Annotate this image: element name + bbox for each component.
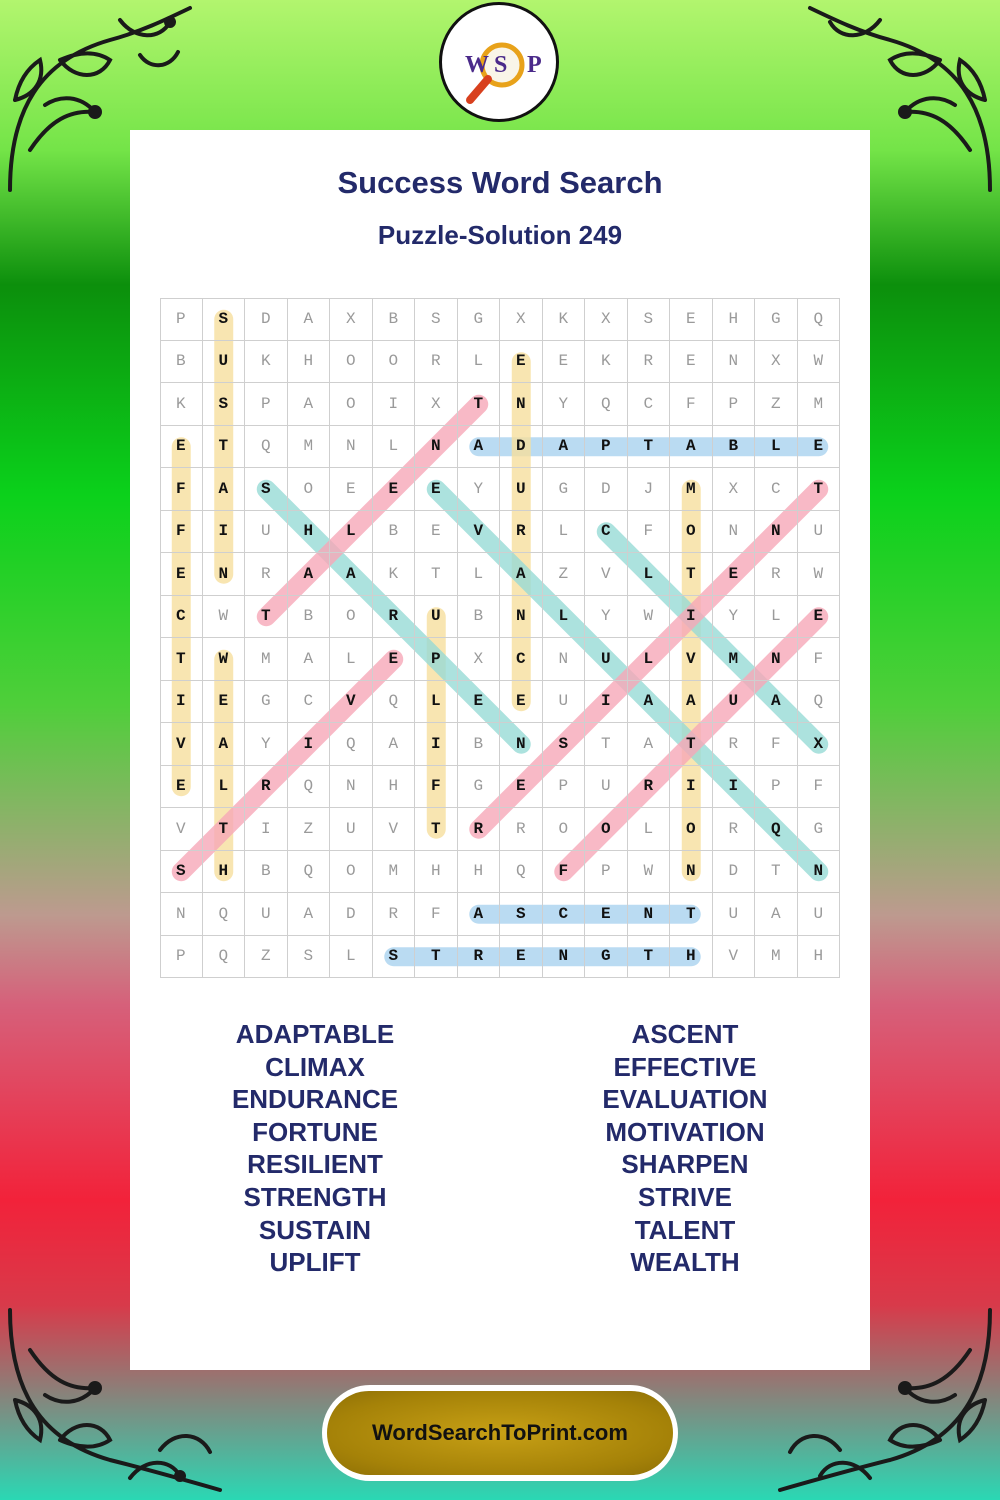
grid-cell[interactable]: T (585, 723, 628, 766)
grid-cell[interactable]: R (373, 893, 416, 936)
grid-cell[interactable]: O (288, 468, 331, 511)
grid-cell[interactable]: V (330, 681, 373, 724)
grid-cell[interactable]: E (500, 681, 543, 724)
grid-cell[interactable]: A (203, 468, 246, 511)
grid-cell[interactable]: A (755, 681, 798, 724)
grid-cell[interactable]: F (415, 893, 458, 936)
grid-cell[interactable]: V (713, 936, 756, 979)
footer-url[interactable]: WordSearchToPrint.com (327, 1391, 673, 1475)
grid-cell[interactable]: K (245, 341, 288, 384)
grid-cell[interactable]: W (798, 553, 841, 596)
grid-cell[interactable]: N (670, 851, 713, 894)
grid-cell[interactable]: K (585, 341, 628, 384)
grid-cell[interactable]: R (500, 511, 543, 554)
grid-cell[interactable]: U (798, 511, 841, 554)
grid-cell[interactable]: A (458, 893, 501, 936)
word-list-item: FORTUNE (252, 1116, 378, 1147)
grid-cell[interactable]: U (415, 596, 458, 639)
grid-cell[interactable]: A (670, 681, 713, 724)
grid-cell[interactable]: U (713, 681, 756, 724)
grid-cell[interactable]: T (798, 468, 841, 511)
grid-cell[interactable]: U (203, 341, 246, 384)
grid-cell[interactable]: E (500, 936, 543, 979)
grid-cell[interactable]: P (585, 426, 628, 469)
grid-cell[interactable]: X (798, 723, 841, 766)
word-list-item: SHARPEN (621, 1149, 749, 1180)
grid-cell[interactable]: E (415, 468, 458, 511)
grid-cell[interactable]: G (798, 808, 841, 851)
grid-cell[interactable]: A (288, 553, 331, 596)
grid-cell[interactable]: B (245, 851, 288, 894)
word-list-right (500, 1018, 870, 1279)
grid-cell[interactable]: A (500, 553, 543, 596)
grid-cell[interactable]: Y (543, 383, 586, 426)
grid-cell[interactable]: S (415, 298, 458, 341)
grid-cell[interactable]: N (543, 936, 586, 979)
grid-cell[interactable]: O (585, 808, 628, 851)
grid-cell[interactable]: A (628, 681, 671, 724)
grid-cell[interactable]: O (373, 341, 416, 384)
grid-cell[interactable]: E (798, 426, 841, 469)
grid-cell[interactable]: Q (798, 298, 841, 341)
grid-cell[interactable]: Q (245, 426, 288, 469)
grid-cell[interactable]: Q (288, 766, 331, 809)
grid-cell[interactable]: U (245, 511, 288, 554)
grid-cell[interactable]: U (330, 808, 373, 851)
grid-cell[interactable]: T (670, 553, 713, 596)
grid-cell[interactable]: X (458, 638, 501, 681)
grid-cell[interactable]: O (670, 511, 713, 554)
grid-cell[interactable]: M (373, 851, 416, 894)
grid-cell[interactable]: G (543, 468, 586, 511)
grid-cell[interactable]: M (798, 383, 841, 426)
grid-cell[interactable]: U (543, 681, 586, 724)
grid-cell[interactable]: B (288, 596, 331, 639)
grid-cell[interactable]: Y (585, 596, 628, 639)
logo-letter-p: P (527, 52, 542, 78)
grid-cell[interactable]: E (160, 426, 203, 469)
grid-cell[interactable]: E (415, 511, 458, 554)
grid-cell[interactable]: H (670, 936, 713, 979)
grid-cell[interactable]: R (628, 341, 671, 384)
grid-cell[interactable]: R (713, 808, 756, 851)
grid-cells (160, 298, 840, 978)
grid-cell[interactable]: R (245, 766, 288, 809)
grid-cell[interactable]: N (543, 638, 586, 681)
grid-cell[interactable]: M (288, 426, 331, 469)
grid-cell[interactable]: F (160, 511, 203, 554)
page-subtitle: Puzzle-Solution 249 (377, 220, 623, 250)
grid-cell[interactable]: I (415, 723, 458, 766)
word-list-item: STRIVE (638, 1181, 732, 1212)
grid-cell[interactable]: T (670, 893, 713, 936)
grid-cell[interactable]: E (798, 596, 841, 639)
grid-cell[interactable]: I (373, 383, 416, 426)
grid-cell[interactable]: W (203, 638, 246, 681)
grid-cell[interactable]: C (288, 681, 331, 724)
grid-cell[interactable]: U (585, 638, 628, 681)
word-list-item: ENDURANCE (231, 1084, 399, 1115)
grid-cell[interactable]: M (670, 468, 713, 511)
grid-cell[interactable]: D (245, 298, 288, 341)
grid-cell[interactable]: M (713, 638, 756, 681)
grid-cell[interactable]: C (755, 468, 798, 511)
grid-cell[interactable]: S (543, 723, 586, 766)
word-list-item: EVALUATION (602, 1084, 768, 1115)
grid-cell[interactable]: P (585, 851, 628, 894)
grid-cell[interactable]: Y (458, 468, 501, 511)
grid-cell[interactable]: E (670, 298, 713, 341)
grid-cell[interactable]: X (330, 298, 373, 341)
grid-cell[interactable]: Y (713, 596, 756, 639)
grid-cell[interactable]: P (755, 766, 798, 809)
grid-cell[interactable]: O (330, 383, 373, 426)
grid-cell[interactable]: P (415, 638, 458, 681)
grid-cell[interactable]: H (798, 936, 841, 979)
word-search-grid (160, 298, 840, 978)
grid-cell[interactable]: H (415, 851, 458, 894)
grid-cell[interactable]: Z (543, 553, 586, 596)
grid-cell[interactable]: E (203, 681, 246, 724)
grid-cell[interactable]: T (160, 638, 203, 681)
grid-cell[interactable]: O (670, 808, 713, 851)
grid-cell[interactable]: Q (500, 851, 543, 894)
grid-cell[interactable]: V (458, 511, 501, 554)
grid-cell[interactable]: S (628, 298, 671, 341)
grid-cell[interactable]: X (755, 341, 798, 384)
grid-cell[interactable]: L (330, 511, 373, 554)
grid-cell[interactable]: S (203, 383, 246, 426)
grid-cell[interactable]: A (543, 426, 586, 469)
grid-cell[interactable]: V (373, 808, 416, 851)
wsp-logo (439, 2, 559, 122)
grid-cell[interactable]: V (670, 638, 713, 681)
grid-cell[interactable]: T (670, 723, 713, 766)
grid-cell[interactable]: C (628, 383, 671, 426)
grid-cell[interactable]: Z (755, 383, 798, 426)
grid-cell[interactable]: A (755, 893, 798, 936)
grid-cell[interactable]: L (543, 511, 586, 554)
grid-cell[interactable]: P (245, 383, 288, 426)
grid-cell[interactable]: L (330, 638, 373, 681)
grid-cell[interactable]: L (415, 681, 458, 724)
grid-cell[interactable]: X (500, 298, 543, 341)
grid-cell[interactable]: D (330, 893, 373, 936)
grid-cell[interactable]: T (415, 808, 458, 851)
grid-cell[interactable]: E (160, 766, 203, 809)
magnifier-icon (442, 5, 556, 119)
grid-cell[interactable]: I (713, 766, 756, 809)
word-list-item: SUSTAIN (258, 1214, 372, 1245)
grid-cell[interactable]: U (585, 766, 628, 809)
grid-cell[interactable]: P (160, 298, 203, 341)
footer-badge (322, 1385, 678, 1481)
grid-cell[interactable]: H (203, 851, 246, 894)
grid-cell[interactable]: T (203, 808, 246, 851)
word-list-item: STRENGTH (243, 1181, 387, 1212)
grid-cell[interactable]: N (500, 723, 543, 766)
grid-cell[interactable]: I (585, 681, 628, 724)
grid-cell[interactable]: A (203, 723, 246, 766)
grid-cell[interactable]: N (330, 426, 373, 469)
grid-cell[interactable]: Q (798, 681, 841, 724)
grid-cell[interactable]: B (458, 723, 501, 766)
grid-cell[interactable]: E (670, 341, 713, 384)
grid-cell[interactable]: E (373, 468, 416, 511)
grid-cell[interactable]: H (713, 298, 756, 341)
grid-cell[interactable]: L (543, 596, 586, 639)
grid-cell[interactable]: R (500, 808, 543, 851)
grid-cell[interactable]: S (160, 851, 203, 894)
grid-cell[interactable]: E (543, 341, 586, 384)
grid-cell[interactable]: S (203, 298, 246, 341)
word-list-item: RESILIENT (247, 1149, 383, 1180)
grid-cell[interactable]: N (713, 341, 756, 384)
grid-cell[interactable]: O (330, 596, 373, 639)
grid-cell[interactable]: M (755, 936, 798, 979)
grid-cell[interactable]: N (755, 638, 798, 681)
word-list-item: MOTIVATION (605, 1116, 765, 1147)
grid-cell[interactable]: N (628, 893, 671, 936)
grid-cell[interactable]: F (628, 511, 671, 554)
grid-cell[interactable]: A (288, 893, 331, 936)
grid-cell[interactable]: E (585, 893, 628, 936)
word-list-item: ADAPTABLE (235, 1019, 395, 1049)
grid-cell[interactable]: Q (288, 851, 331, 894)
grid-cell[interactable]: T (245, 596, 288, 639)
grid-cell[interactable]: T (458, 383, 501, 426)
grid-cell[interactable]: L (755, 596, 798, 639)
grid-cell[interactable]: H (288, 341, 331, 384)
page-title: Success Word Search (337, 165, 663, 200)
grid-cell[interactable]: H (458, 851, 501, 894)
grid-cell[interactable]: C (543, 893, 586, 936)
grid-cell[interactable]: P (160, 936, 203, 979)
grid-cell[interactable]: N (330, 766, 373, 809)
grid-cell[interactable]: T (755, 851, 798, 894)
grid-cell[interactable]: A (628, 723, 671, 766)
grid-cell[interactable]: E (500, 766, 543, 809)
grid-cell[interactable]: T (628, 426, 671, 469)
grid-cell[interactable]: L (628, 808, 671, 851)
grid-cell[interactable]: K (160, 383, 203, 426)
grid-cell[interactable]: F (670, 383, 713, 426)
grid-cell[interactable]: I (160, 681, 203, 724)
grid-cell[interactable]: V (160, 723, 203, 766)
grid-cell[interactable]: N (203, 553, 246, 596)
grid-cell[interactable]: B (373, 511, 416, 554)
grid-cell[interactable]: R (458, 808, 501, 851)
grid-cell[interactable]: F (798, 638, 841, 681)
grid-cell[interactable]: G (585, 936, 628, 979)
grid-cell[interactable]: O (543, 808, 586, 851)
grid-cell[interactable]: R (373, 596, 416, 639)
grid-cell[interactable]: R (415, 341, 458, 384)
grid-cell[interactable]: Q (585, 383, 628, 426)
grid-cell[interactable]: Q (373, 681, 416, 724)
grid-cell[interactable]: I (670, 596, 713, 639)
grid-cell[interactable]: F (160, 468, 203, 511)
word-list-item: ASCENT (631, 1019, 739, 1049)
grid-cell[interactable]: T (628, 936, 671, 979)
grid-cell[interactable]: L (330, 936, 373, 979)
grid-cell[interactable]: B (458, 596, 501, 639)
grid-cell[interactable]: H (288, 511, 331, 554)
word-list-item: TALENT (634, 1214, 736, 1245)
grid-cell[interactable]: N (500, 383, 543, 426)
grid-cell[interactable]: V (160, 808, 203, 851)
grid-cell[interactable]: L (373, 426, 416, 469)
grid-cell[interactable]: U (713, 893, 756, 936)
grid-cell[interactable]: D (713, 851, 756, 894)
grid-cell[interactable]: R (628, 766, 671, 809)
grid-cell[interactable]: L (203, 766, 246, 809)
grid-cell[interactable]: C (160, 596, 203, 639)
grid-cell[interactable]: A (670, 426, 713, 469)
grid-cell[interactable]: F (415, 766, 458, 809)
grid-cell[interactable]: C (585, 511, 628, 554)
word-list-item: EFFECTIVE (613, 1051, 757, 1082)
grid-cell[interactable]: E (373, 638, 416, 681)
grid-cell[interactable]: T (203, 426, 246, 469)
grid-cell[interactable]: E (160, 553, 203, 596)
grid-cell[interactable]: A (288, 383, 331, 426)
grid-cell[interactable]: W (798, 341, 841, 384)
grid-cell[interactable]: F (755, 723, 798, 766)
grid-cell[interactable]: K (543, 298, 586, 341)
grid-cell[interactable]: L (628, 553, 671, 596)
grid-cell[interactable]: D (585, 468, 628, 511)
grid-cell[interactable]: N (755, 511, 798, 554)
grid-cell[interactable]: L (458, 553, 501, 596)
grid-cell[interactable]: R (245, 553, 288, 596)
grid-cell[interactable]: X (415, 383, 458, 426)
grid-cell[interactable]: U (798, 893, 841, 936)
puzzle-card (130, 130, 870, 1370)
grid-cell[interactable]: B (160, 341, 203, 384)
grid-cell[interactable]: I (203, 511, 246, 554)
grid-cell[interactable]: U (500, 468, 543, 511)
grid-cell[interactable]: E (713, 553, 756, 596)
logo-letter-s: S (494, 52, 508, 78)
grid-cell[interactable]: N (713, 511, 756, 554)
grid-cell[interactable]: E (500, 341, 543, 384)
grid-cell[interactable]: I (288, 723, 331, 766)
grid-cell[interactable]: Q (330, 723, 373, 766)
grid-cell[interactable]: A (288, 638, 331, 681)
grid-cell[interactable]: C (500, 638, 543, 681)
grid-cell[interactable]: L (755, 426, 798, 469)
grid-cell[interactable]: L (458, 341, 501, 384)
grid-cell[interactable]: B (373, 298, 416, 341)
grid-cell[interactable]: X (585, 298, 628, 341)
grid-cell[interactable]: E (458, 681, 501, 724)
grid-cell[interactable]: X (713, 468, 756, 511)
grid-cell[interactable]: H (373, 766, 416, 809)
grid-cell[interactable]: S (245, 468, 288, 511)
grid-cell[interactable]: O (330, 851, 373, 894)
grid-cell[interactable]: A (458, 426, 501, 469)
grid-cell[interactable]: E (330, 468, 373, 511)
word-list-item: UPLIFT (269, 1247, 361, 1278)
grid-cell[interactable]: J (628, 468, 671, 511)
grid-cell[interactable]: W (628, 596, 671, 639)
grid-cell[interactable]: Y (245, 723, 288, 766)
grid-cell[interactable]: G (245, 681, 288, 724)
grid-cell[interactable]: T (415, 553, 458, 596)
grid-cell[interactable]: K (373, 553, 416, 596)
word-list-item: WEALTH (630, 1247, 740, 1278)
grid-cell[interactable]: V (585, 553, 628, 596)
grid-cell[interactable]: M (245, 638, 288, 681)
grid-cell[interactable]: G (458, 298, 501, 341)
grid-cell[interactable]: S (288, 936, 331, 979)
grid-cell[interactable]: Z (245, 936, 288, 979)
grid-cell[interactable]: D (500, 426, 543, 469)
grid-cell[interactable]: I (670, 766, 713, 809)
logo-letter-w: W (465, 52, 489, 78)
grid-cell[interactable]: P (543, 766, 586, 809)
grid-cell[interactable]: R (755, 553, 798, 596)
grid-cell[interactable]: R (713, 723, 756, 766)
grid-cell[interactable]: T (415, 936, 458, 979)
grid-cell[interactable]: Q (755, 808, 798, 851)
grid-cell[interactable]: N (160, 893, 203, 936)
grid-cell[interactable]: I (245, 808, 288, 851)
grid-cell[interactable]: S (500, 893, 543, 936)
grid-cell[interactable]: N (415, 426, 458, 469)
grid-cell[interactable]: W (628, 851, 671, 894)
grid-cell[interactable]: F (798, 766, 841, 809)
grid-cell[interactable]: L (628, 638, 671, 681)
grid-cell[interactable]: A (288, 298, 331, 341)
word-list-left (130, 1018, 500, 1279)
grid-cell[interactable]: F (543, 851, 586, 894)
grid-cell[interactable]: R (458, 936, 501, 979)
grid-cell[interactable]: N (500, 596, 543, 639)
word-list-item: CLIMAX (265, 1051, 365, 1082)
grid-cell[interactable]: N (798, 851, 841, 894)
grid-cell[interactable]: G (755, 298, 798, 341)
grid-cell[interactable]: G (458, 766, 501, 809)
grid-cell[interactable]: S (373, 936, 416, 979)
grid-cell[interactable]: A (373, 723, 416, 766)
grid-cell[interactable]: O (330, 341, 373, 384)
grid-cell[interactable]: B (713, 426, 756, 469)
grid-cell[interactable]: Q (203, 936, 246, 979)
grid-cell[interactable]: Z (288, 808, 331, 851)
grid-cell[interactable]: P (713, 383, 756, 426)
grid-cell[interactable]: W (203, 596, 246, 639)
grid-cell[interactable]: U (245, 893, 288, 936)
grid-cell[interactable]: Q (203, 893, 246, 936)
grid-cell[interactable]: A (330, 553, 373, 596)
